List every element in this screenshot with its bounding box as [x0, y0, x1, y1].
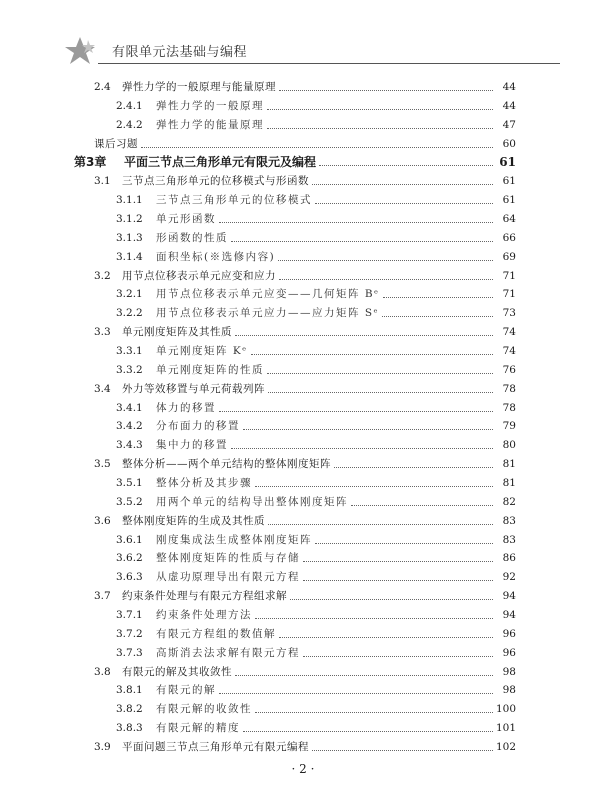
toc-section-number: 3.2.1 [116, 288, 143, 300]
toc-page-number: 94 [502, 609, 516, 621]
toc-row [94, 323, 516, 339]
toc-leader-dots [231, 439, 493, 449]
toc-section-number: 3.7 [94, 590, 111, 602]
toc-title: 形函数的性质 [156, 232, 228, 244]
toc-leader-dots [141, 138, 493, 148]
toc-title: 三节点三角形单元的位移模式 [156, 194, 312, 206]
toc-section-number: 3.1.2 [116, 213, 143, 225]
toc-leader-dots [278, 251, 493, 261]
toc-title: 整体分析及其步骤 [156, 477, 252, 489]
toc-section-number: 3.3.2 [116, 364, 143, 376]
toc-title: 刚度集成法生成整体刚度矩阵 [156, 534, 312, 546]
toc-row [116, 399, 516, 415]
toc-leader-dots [319, 156, 493, 166]
toc-section-number: 3.3.1 [116, 345, 143, 357]
toc-title: 有限元解的精度 [156, 722, 240, 734]
toc-page-number: 102 [495, 741, 516, 753]
toc-title: 整体刚度矩阵的生成及其性质 [122, 515, 265, 527]
toc-title: 有限元的解 [156, 684, 216, 696]
toc-section-number: 3.8 [94, 666, 111, 678]
toc-section-number: 3.9 [94, 741, 111, 753]
toc-page-number: 94 [502, 590, 516, 602]
toc-page-number: 83 [502, 515, 516, 527]
toc-leader-dots [267, 364, 493, 374]
toc-page-number: 44 [502, 81, 516, 93]
toc-leader-dots [351, 496, 493, 506]
toc-row [116, 116, 516, 132]
toc-row [94, 78, 516, 94]
toc-row [116, 568, 516, 584]
toc-section-number: 3.4.1 [116, 402, 143, 414]
toc-leader-dots [303, 647, 493, 657]
toc-leader-dots [383, 288, 493, 298]
toc-row [116, 285, 516, 301]
toc-page-number: 66 [502, 232, 516, 244]
toc-leader-dots [231, 232, 493, 242]
toc-title: 集中力的移置 [156, 439, 228, 451]
toc-page-number: 80 [502, 439, 516, 451]
toc-page-number: 78 [502, 383, 516, 395]
toc-leader-dots [251, 345, 493, 355]
toc-title: 约束条件处理方法 [156, 609, 252, 621]
toc-page-number: 78 [502, 402, 516, 414]
toc-page-number: 83 [502, 534, 516, 546]
toc-page-number: 76 [502, 364, 516, 376]
toc-section-number: 2.4.1 [116, 100, 143, 112]
toc-section-number: 3.7.2 [116, 628, 143, 640]
toc-title: 用两个单元的结构导出整体刚度矩阵 [156, 496, 348, 508]
toc-leader-dots [303, 571, 493, 581]
toc-page-number: 61 [499, 155, 516, 169]
toc-row [116, 700, 516, 716]
toc-row [94, 738, 516, 754]
toc-leader-dots [382, 307, 493, 317]
toc-section-number: 3.1.1 [116, 194, 143, 206]
toc-leader-dots [303, 552, 493, 562]
toc-page-number: 61 [502, 175, 516, 187]
toc-section-number: 3.7.3 [116, 647, 143, 659]
toc-section-number: 3.1 [94, 175, 111, 187]
toc-page-number: 96 [502, 628, 516, 640]
toc-section-number: 2.4 [94, 81, 111, 93]
toc-page-number: 92 [502, 571, 516, 583]
toc-chapter-row [74, 153, 516, 169]
toc-leader-dots [267, 119, 493, 129]
toc-page-number: 81 [502, 477, 516, 489]
toc-section-number: 3.8.2 [116, 703, 143, 715]
toc-section-number: 3.6.2 [116, 552, 143, 564]
toc-row [94, 172, 516, 188]
toc-section-number: 3.4 [94, 383, 111, 395]
toc-title: 分布面力的移置 [156, 420, 240, 432]
toc-row [116, 531, 516, 547]
toc-title: 弹性力学的能量原理 [156, 119, 264, 131]
toc-section-number: 3.7.1 [116, 609, 143, 621]
toc-title: 单元刚度矩阵 Kᵉ [156, 345, 248, 357]
toc-leader-dots [235, 326, 493, 336]
toc-row [94, 267, 516, 283]
toc-leader-dots [268, 515, 493, 525]
toc-section-number: 3.6.1 [116, 534, 143, 546]
toc-leader-dots [279, 81, 493, 91]
toc-row [116, 436, 516, 452]
toc-row [116, 606, 516, 622]
toc-section-number: 3.5.2 [116, 496, 143, 508]
toc-page-number: 96 [502, 647, 516, 659]
toc-page-number: 86 [502, 552, 516, 564]
toc-title: 体力的移置 [156, 402, 216, 414]
toc-row [116, 549, 516, 565]
toc-page-number: 71 [502, 288, 516, 300]
toc-title: 有限元方程组的数值解 [156, 628, 276, 640]
toc-page-number: 79 [502, 420, 516, 432]
toc-title: 有限元的解及其收敛性 [122, 666, 232, 678]
toc-page-number: 74 [502, 345, 516, 357]
toc-title: 外力等效移置与单元荷载列阵 [122, 383, 265, 395]
toc-row [116, 191, 516, 207]
toc-page-number: 71 [502, 270, 516, 282]
toc-leader-dots [219, 213, 493, 223]
toc-row [116, 417, 516, 433]
toc-title: 整体刚度矩阵的性质与存储 [156, 552, 300, 564]
toc-title: 三节点三角形单元的位移模式与形函数 [122, 175, 309, 187]
toc-page-number: 100 [495, 703, 516, 715]
toc-row [116, 681, 516, 697]
toc-leader-dots [235, 666, 493, 676]
toc-row [94, 587, 516, 603]
toc-leader-dots [334, 458, 493, 468]
toc-title: 弹性力学的一般原理 [156, 100, 264, 112]
toc-row [94, 135, 516, 151]
toc-page-number: 82 [502, 496, 516, 508]
toc-page-number: 81 [502, 458, 516, 470]
toc-title: 有限元解的收敛性 [156, 703, 252, 715]
toc-title: 单元刚度矩阵及其性质 [122, 326, 232, 338]
toc-title: 平面三节点三角形单元有限元及编程 [124, 155, 317, 169]
toc-page-number: 44 [502, 100, 516, 112]
toc-leader-dots [219, 684, 493, 694]
toc-leader-dots [279, 628, 493, 638]
toc-title: 弹性力学的一般原理与能量原理 [122, 81, 276, 93]
toc-section-number: 3.4.3 [116, 439, 143, 451]
toc-page-number: 74 [502, 326, 516, 338]
toc-row [116, 248, 516, 264]
toc-page-number: 69 [502, 251, 516, 263]
toc-section-number: 3.8.1 [116, 684, 143, 696]
toc-leader-dots [315, 534, 493, 544]
toc-leader-dots [243, 420, 493, 430]
toc-page-number: 98 [502, 666, 516, 678]
toc-page-number: 98 [502, 684, 516, 696]
toc-row [94, 663, 516, 679]
toc-page-number: 47 [502, 119, 516, 131]
toc-title: 从虚功原理导出有限元方程 [156, 571, 300, 583]
toc-leader-dots [268, 383, 493, 393]
toc-title: 用节点位移表示单元应变——几何矩阵 Bᵉ [156, 288, 380, 300]
toc-section-number: 3.2.2 [116, 307, 143, 319]
toc-section-number: 2.4.2 [116, 119, 143, 131]
toc-row [116, 493, 516, 509]
toc-section-number: 3.8.3 [116, 722, 143, 734]
toc-section-number: 3.2 [94, 270, 111, 282]
toc-leader-dots [255, 609, 493, 619]
toc-page-number: 101 [495, 722, 516, 734]
toc-section-number: 3.1.3 [116, 232, 143, 244]
toc-page-number: 61 [502, 194, 516, 206]
toc-page-number: 60 [502, 138, 516, 150]
toc-row [116, 229, 516, 245]
toc-leader-dots [290, 590, 493, 600]
toc-row [94, 455, 516, 471]
toc-row [116, 97, 516, 113]
toc-row [116, 304, 516, 320]
toc-leader-dots [315, 194, 493, 204]
toc-row [116, 625, 516, 641]
toc-section-number: 3.6.3 [116, 571, 143, 583]
toc-section-number: 3.4.2 [116, 420, 143, 432]
toc-title: 平面问题三节点三角形单元有限元编程 [122, 741, 309, 753]
toc-row [116, 361, 516, 377]
toc-page-number: 73 [502, 307, 516, 319]
toc-row [116, 644, 516, 660]
toc-section-number: 3.5 [94, 458, 111, 470]
toc-leader-dots [243, 722, 493, 732]
toc-title: 面积坐标(※选修内容) [156, 251, 276, 263]
toc-section-number: 3.3 [94, 326, 111, 338]
toc-leader-dots [312, 741, 493, 751]
toc-title: 课后习题 [94, 138, 138, 150]
toc-section-number: 3.5.1 [116, 477, 143, 489]
toc-title: 单元刚度矩阵的性质 [156, 364, 264, 376]
toc-row [116, 719, 516, 735]
toc-title: 用节点位移表示单元应变和应力 [122, 270, 276, 282]
toc-leader-dots [255, 477, 493, 487]
toc-page-number: 64 [502, 213, 516, 225]
toc-title: 高斯消去法求解有限元方程 [156, 647, 300, 659]
toc-section-number: 第3章 [74, 155, 107, 169]
toc-leader-dots [267, 100, 493, 110]
toc-title: 整体分析——两个单元结构的整体刚度矩阵 [122, 458, 331, 470]
toc-row [116, 474, 516, 490]
page-number: · 2 · [291, 762, 315, 776]
book-title: 有限单元法基础与编程 [112, 45, 248, 60]
toc-row [94, 380, 516, 396]
toc-row [94, 512, 516, 528]
toc-section-number: 3.1.4 [116, 251, 143, 263]
toc-leader-dots [219, 402, 493, 412]
toc-section-number: 3.6 [94, 515, 111, 527]
toc-row [116, 342, 516, 358]
toc-title: 单元形函数 [156, 213, 216, 225]
toc-leader-dots [312, 175, 493, 185]
toc-title: 约束条件处理与有限元方程组求解 [122, 590, 287, 602]
toc-title: 用节点位移表示单元应力——应力矩阵 Sᵉ [156, 307, 380, 319]
toc-leader-dots [255, 703, 493, 713]
toc-row [116, 210, 516, 226]
toc-leader-dots [279, 270, 493, 280]
